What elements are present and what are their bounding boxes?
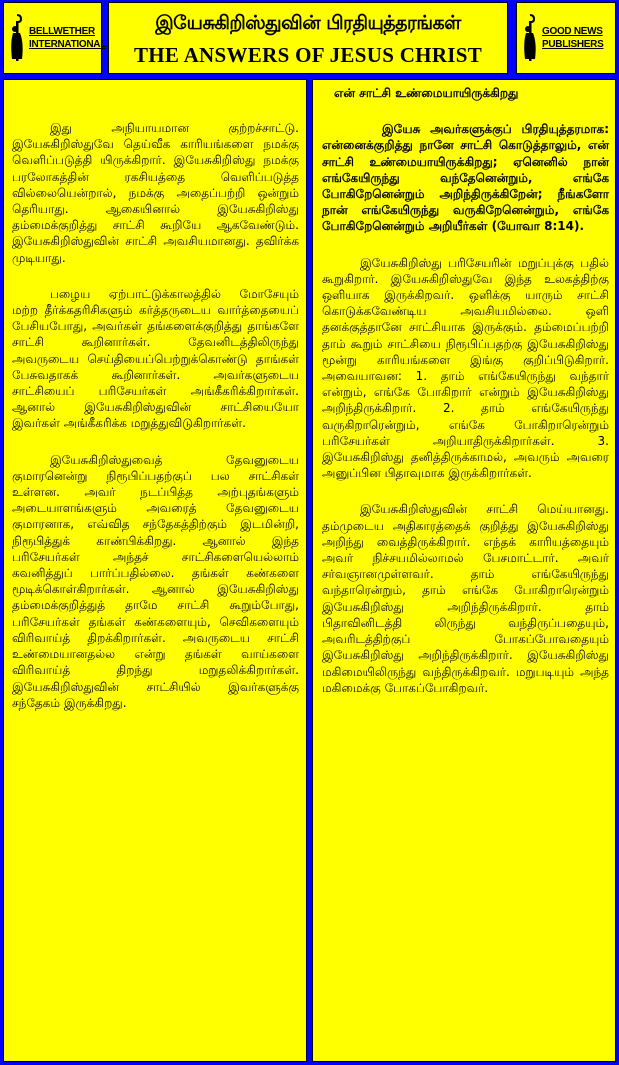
- left-column: [3, 79, 307, 1062]
- good-news-logo: [516, 2, 616, 74]
- right-paragraph-1: இயேசுகிறிஸ்து பரிசேயரின் மறுப்புக்கு பதில் கூறுகிறார். இயேசுகிறிஸ்துவே இந்த உலகத்திற்கு ஒளியாக இருக்கிறவர். ஒளிக்கு யாரும் சாட்சி கொடுக்கவேண்டிய அவசியமில்லை. ஒளி தனக்குத்தானே சாட்சியாக இருக்கும். தம்மைப்பற்றி தாம் கூறும் சாட்சியை நிரூபிப்பதற்கு இயேசுகிறிஸ்து மூன்று காரியங்களை இங்கு குறிப்பிடுகிறார். அவையாவன: 1. தாம் எங்கேயிருந்து வந்தார் என்றும், எங்கே போகிறார் என்றும் இயேசுகிறிஸ்து அறிந்திருக்கிறார். 2. தாம் எங்கேயிருந்து வருகிறாரென்றும், எங்கே போகிறாரென்றும் பரிசேயர்கள் அறியாதிருக்கிறார்கள். 3. இயேசுகிறிஸ்து தனித்திருக்காமல், அவரும் அவரை அனுப்பின பிதாவுமாக இருக்கிறார்கள்.: [322, 255, 609, 481]
- right-paragraph-2: இயேசுகிறிஸ்துவின் சாட்சி மெய்யானது. தம்முடைய அதிகாரத்தைக் குறித்து இயேசுகிறிஸ்து அறிந்து வைத்திருக்கிறார். எந்தக் காரியத்தையும் அவர் நிச்சயமில்லாமல் பேசமாட்டார். அவர் சர்வஞானமுள்ளவர். தாம் எங்கேயிருந்து வந்தாரென்றும், தாம் எங்கே போகிறாரென்றும் இயேசுகிறிஸ்து அறிந்திருக்கிறார். தாம் பிதாவினிடத்தி லிருந்து வந்திருப்பதையும், அவரிடத்திற்குப் போகப்போவதையும் இயேசுகிறிஸ்து அறிந்திருக்கிறார். இயேசுகிறிஸ்து மகிமையிலிருந்து வந்திருக்கிறவர். மறுபடியும் அந்த மகிமைக்கு போகப்போகிறவர்.: [322, 502, 609, 695]
- left-paragraph-3: இயேசுகிறிஸ்துவைத் தேவனுடைய குமாரனென்று நிரூபிப்பதற்குப் பல சாட்சிகள் உள்ளன. அவர் நடப்பித்த அற்புதங்களும் அடையாளங்களும் அவரைத் தேவனுடைய குமாரனாக, எவ்வித சந்தேகத்திற்கும் இடமின்றி, நிரூபித்துக் காண்பிக்கிறது. ஆனால் இந்த பரிசேயர்கள் அந்தச் சாட்சிகளையெல்லாம் கவனித்துப் பார்ப்பதில்லை. தங்கள் கண்களை மூடிக்கொள்கிறார்கள். ஆனால் இயேசுகிறிஸ்து தம்மைக்குறித்துத் தாமே சாட்சி கூறும்போது, பரிசேயர்கள் தங்கள் கண்களையும், செவிகளையும் விரிவாய்த் திறக்கிறார்கள். அவருடைய சாட்சி உண்மையானதல்ல என்று தங்கள் வாய்களை விரிவாய்த் திறந்து மறுதலிக்கிறார்கள். இயேசுகிறிஸ்துவின் சாட்சியில் இவர்களுக்கு சந்தேகம் இருக்கிறது.: [12, 452, 299, 710]
- shepherd-icon: [7, 13, 27, 63]
- left-paragraph-1: இது அநியாயமான குற்றச்சாட்டு. இயேசுகிறிஸ்துவே தெய்வீக காரியங்களை நமக்கு வெளிப்படுத்தி யிருக்கிறார். இயேசுகிறிஸ்து நமக்கு பரலோகத்தின் ரகசியத்தை வெளிப்படுத்த வில்லையென்றால், நமக்கு அதைப்பற்றி ஒன்றும் தெரியாது. ஆகையினால் இயேசுகிறிஸ்து தம்மைக்குறித்து சாட்சி கூறியே ஆகவேண்டும். இயேசுகிறிஸ்துவின் சாட்சி அவசியமானது. தவிர்க்க முடியாது.: [12, 121, 299, 265]
- scripture-quote: இயேசு அவர்களுக்குப் பிரதியுத்தரமாக: என்னைக்குறித்து நானே சாட்சி கொடுத்தாலும், என் சாட்சி உண்மையாயிருக்கிறது; ஏனெனில் நான் எங்கேயிருந்து வந்தேனென்றும், எங்கே போகிறேனென்றும் அறிந்திருக்கிறேன்; நீங்களோ நான் எங்கேயிருந்து வருகிறேனென்றும், எங்கே போகிறேனென்றும் அறியீர்கள் (யோவா 8:14).: [322, 122, 609, 234]
- right-column: [312, 79, 616, 1062]
- shepherd-icon: [520, 13, 540, 63]
- logo-left-line2: INTERNATIONAL: [29, 39, 107, 50]
- page-title-tamil: இயேசுகிறிஸ்துவின் பிரதியுத்தரங்கள்: [155, 12, 461, 34]
- bellwether-logo: [3, 2, 107, 74]
- page-title-english: THE ANSWERS OF JESUS CHRIST: [133, 43, 483, 67]
- section-heading: என் சாட்சி உண்மையாயிருக்கிறது: [334, 86, 519, 100]
- logo-right-line2: PUBLISHERS: [542, 39, 604, 50]
- left-paragraph-2: பழைய ஏற்பாட்டுக்காலத்தில் மோசேயும் மற்ற தீர்க்கதரிசிகளும் கர்த்தருடைய வார்த்தையைப் பேசியபோது, அவர்கள் தங்களைக்குறித்து தாங்களே சாட்சி கூறினார்கள். தேவனிடத்திலிருந்து அவருடைய செய்தியைப்பெற்றுக்கொண்டு தாங்கள் பேசுவதாகக் கூறினார்கள். அவர்களுடைய சாட்சியைப் பரிசேயர்கள் அங்கீகரிக்கிறார்கள். ஆனால் இயேசுகிறிஸ்துவின் சாட்சியையோ இவர்கள் அங்கீகரிக்க மறுத்துவிடுகிறார்கள்.: [12, 286, 299, 431]
- page-header: [108, 2, 508, 74]
- logo-right-line1: GOOD NEWS: [542, 26, 603, 37]
- logo-left-line1: BELLWETHER: [29, 26, 95, 37]
